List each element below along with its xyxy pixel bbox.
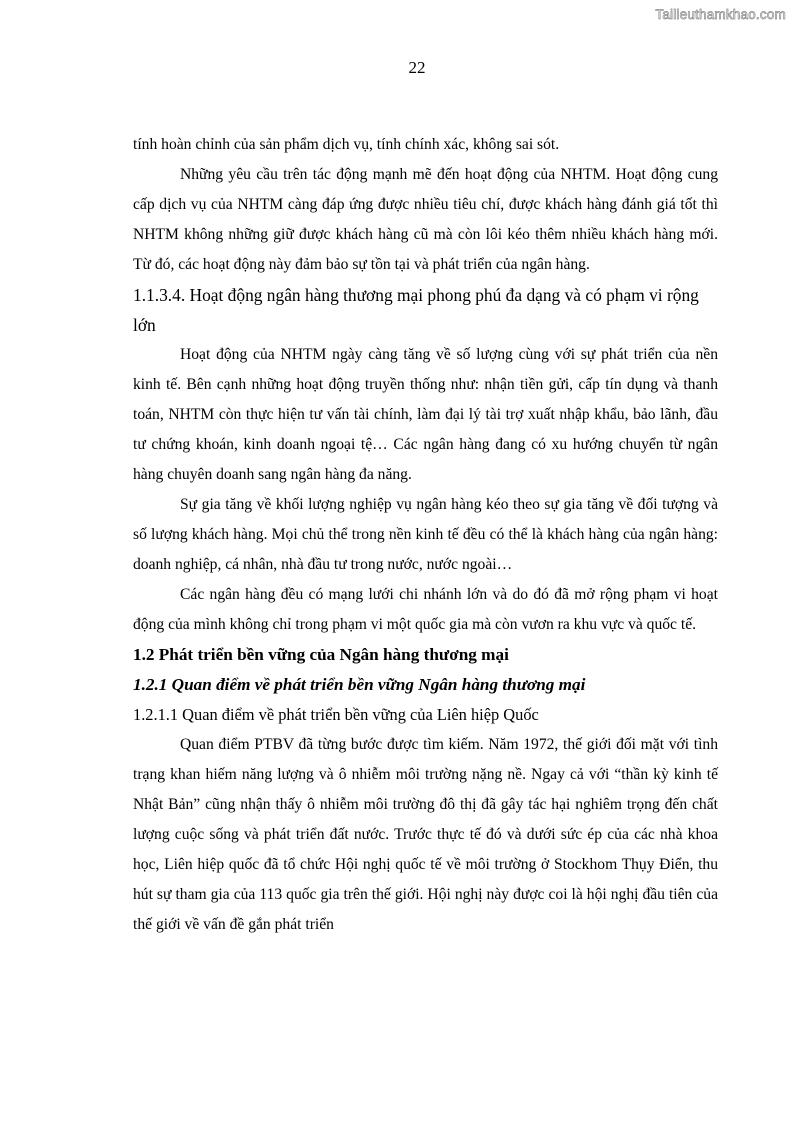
heading-1-1-3-4: 1.1.3.4. Hoạt động ngân hàng thương mại phong phú đa dạng và có phạm vi rộng lớn bbox=[133, 285, 699, 335]
page-number: 22 bbox=[408, 58, 426, 77]
paragraph-continuation: tính hoàn chỉnh của sản phẩm dịch vụ, tính chính xác, không sai sót. bbox=[133, 136, 560, 153]
paragraph: Sự gia tăng về khối lượng nghiệp vụ ngân hàng kéo theo sự gia tăng về đối tượng và số lượng khách hàng. Mọi chủ thể trong nền kinh tế đều có thể là khách hàng của ngân hàng: doanh nghiệp, cá nhân, nhà đầu tư trong nước, nước ngoài… bbox=[133, 496, 718, 573]
heading-1-2: 1.2 Phát triển bền vững của Ngân hàng thương mại bbox=[133, 645, 509, 664]
paragraph: Các ngân hàng đều có mạng lưới chi nhánh lớn và do đó đã mở rộng phạm vi hoạt động của mình không chỉ trong phạm vi một quốc gia mà còn vươn ra khu vực và quốc tế. bbox=[133, 586, 718, 633]
paragraph: Những yêu cầu trên tác động mạnh mẽ đến hoạt động của NHTM. Hoạt động cung cấp dịch vụ của NHTM càng đáp ứng được nhiều tiêu chí, được khách hàng đánh giá tốt thì NHTM không những giữ được khách hàng cũ mà còn lôi kéo thêm nhiều khách hàng mới. Từ đó, các hoạt động này đảm bảo sự tồn tại và phát triển của ngân hàng. bbox=[133, 166, 718, 273]
document-body bbox=[133, 130, 718, 940]
paragraph: Quan điểm PTBV đã từng bước được tìm kiếm. Năm 1972, thế giới đối mặt với tình trạng khan hiếm năng lượng và ô nhiễm môi trường nặng nề. Ngay cả với “thần kỳ kinh tế Nhật Bản” cũng nhận thấy ô nhiễm môi trường đô thị đã gây tác hại nghiêm trọng đến chất lượng cuộc sống và phát triển đất nước. Trước thực tế đó và dưới sức ép của các nhà khoa học, Liên hiệp quốc đã tổ chức Hội nghị quốc tế về môi trường ở Stockhom Thụy Điển, thu hút sự tham gia của 113 quốc gia trên thế giới. Hội nghị này được coi là hội nghị đầu tiên của thế giới về vấn đề gắn phát triển bbox=[133, 736, 718, 933]
watermark: Tailieuthamkhao.com bbox=[655, 7, 786, 22]
heading-1-2-1: 1.2.1 Quan điểm về phát triển bền vững Ngân hàng thương mại bbox=[133, 675, 586, 694]
paragraph: Hoạt động của NHTM ngày càng tăng về số lượng cùng với sự phát triển của nền kinh tế. Bên cạnh những hoạt động truyền thống như: nhận tiền gửi, cấp tín dụng và thanh toán, NHTM còn thực hiện tư vấn tài chính, làm đại lý tài trợ xuất nhập khẩu, bảo lãnh, đầu tư chứng khoán, kinh doanh ngoại tệ… Các ngân hàng đang có xu hướng chuyển từ ngân hàng chuyên doanh sang ngân hàng đa năng. bbox=[133, 346, 718, 483]
heading-1-2-1-1: 1.2.1.1 Quan điểm về phát triển bền vững của Liên hiệp Quốc bbox=[133, 705, 539, 724]
